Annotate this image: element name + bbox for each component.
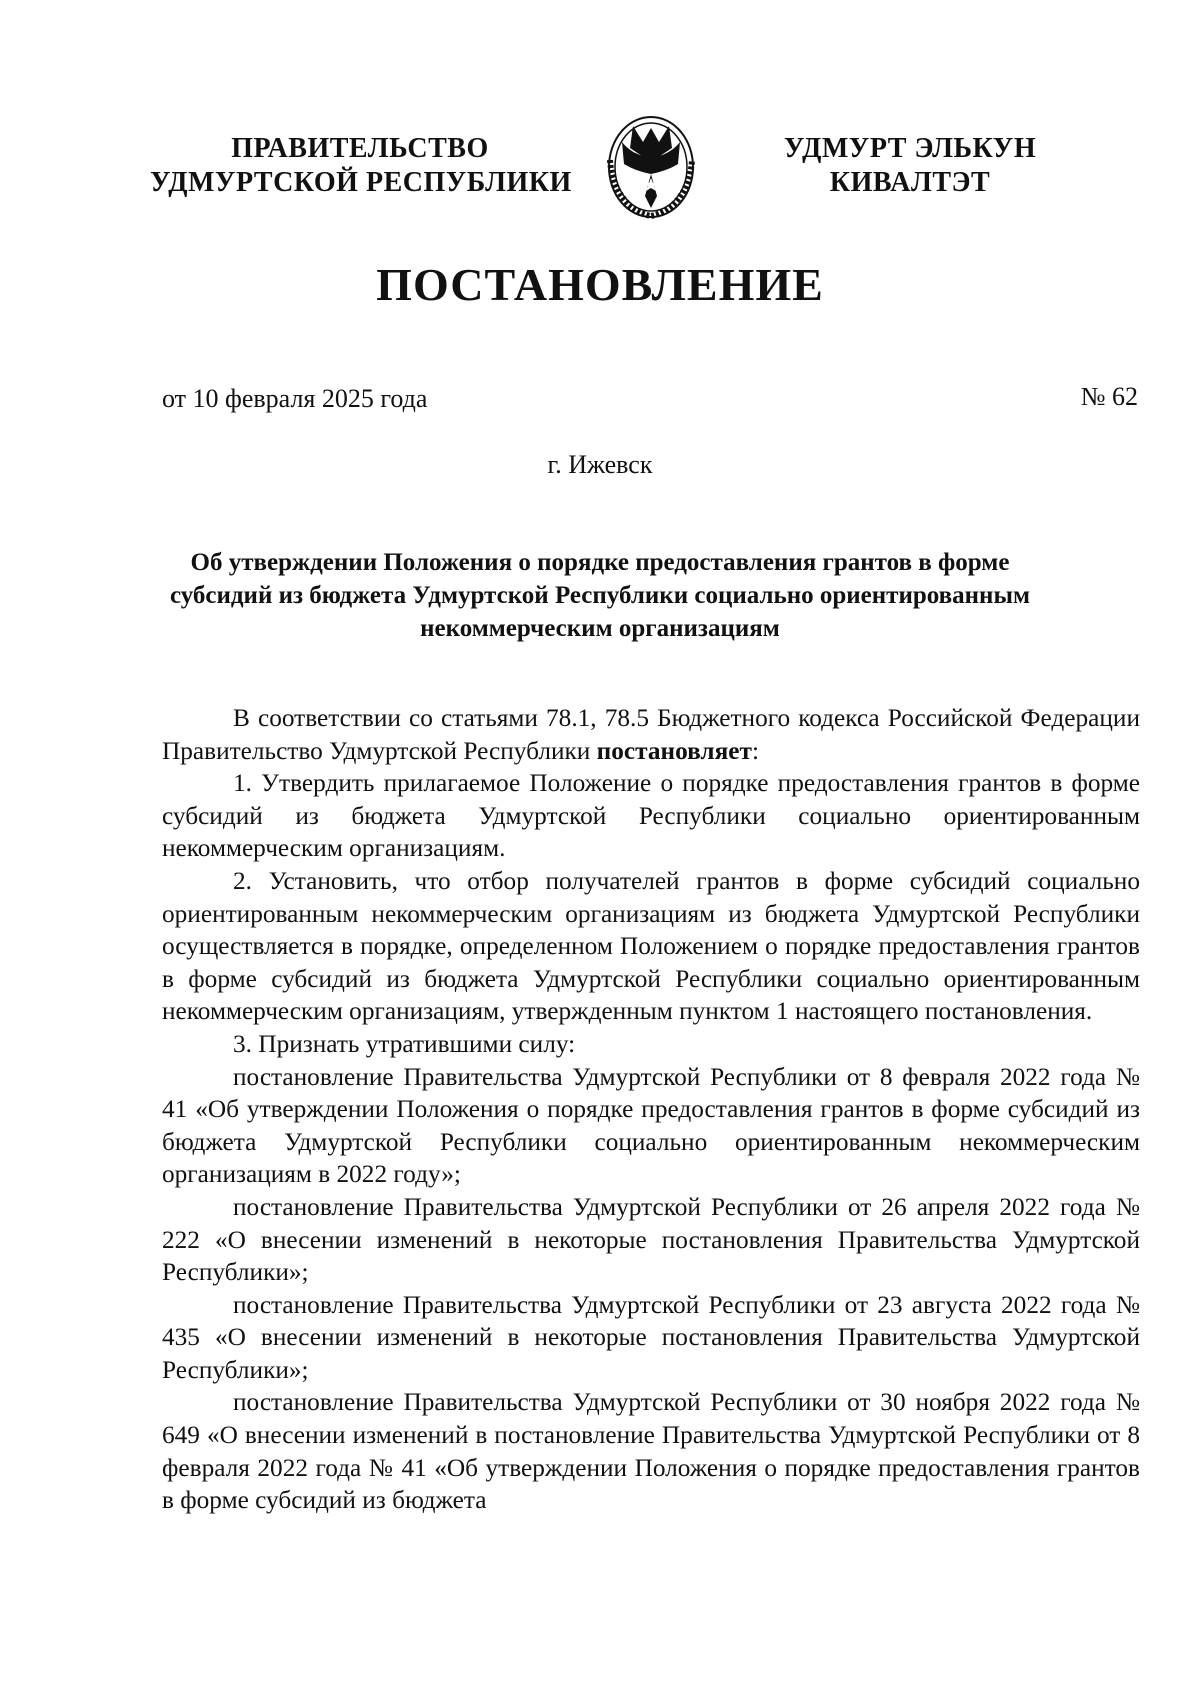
repeal-item-2: постановление Правительства Удмуртской Республики от 26 апреля 2022 года № 222 «О внесении изменений в некоторые постановления Правительства Удмуртской Республики»; — [162, 1192, 1140, 1287]
issuer-udmurt-line-2: КИВАЛТЭТ — [829, 167, 991, 198]
udmurt-coat-of-arms-icon — [600, 112, 702, 222]
preamble-text: В соответствии со статьями 78.1, 78.5 Бюджетного кодекса Российской Федерации Правительство Удмуртской Республики — [162, 704, 1140, 765]
document-body — [162, 702, 1140, 1517]
issuer-udmurt-line-1: УДМУРТ ЭЛЬКУН — [783, 133, 1037, 164]
repeal-item-3: постановление Правительства Удмуртской Республики от 23 августа 2022 года № 435 «О внесении изменений в некоторые постановления Правительства Удмуртской Республики»; — [162, 1290, 1140, 1384]
preamble-verb: постановляет — [596, 736, 752, 765]
item-3: 3. Признать утратившими силу: — [233, 1029, 576, 1058]
item-1: 1. Утвердить прилагаемое Положение о порядке предоставления грантов в форме субсидий из бюджета Удмуртской Республики социально ориентированным некоммерческим организациям. — [162, 769, 1140, 863]
issuer-name-udmurt — [760, 132, 1060, 200]
document-date: от 10 февраля 2025 года — [162, 384, 428, 413]
document-subject: Об утверждении Положения о порядке предоставления грантов в форме субсидий из бюджета Удмуртской Республики социально ориентированным некоммерческим организациям — [169, 549, 1031, 642]
document-number: № 62 — [1080, 382, 1138, 411]
repeal-item-1: постановление Правительства Удмуртской Республики от 8 февраля 2022 года № 41 «Об утверждении Положения о порядке предоставления грантов в форме субсидий из бюджета Удмуртской Республики социально ориентированным некоммерческим организациям в 2022 году»; — [162, 1062, 1140, 1189]
issuer-line-2: УДМУРТСКОЙ РЕСПУБЛИКИ — [150, 167, 572, 198]
preamble-colon: : — [751, 736, 759, 765]
issuer-name-russian — [150, 132, 570, 200]
issue-city: г. Ижевск — [547, 450, 653, 479]
document-type-title: ПОСТАНОВЛЕНИЕ — [376, 259, 824, 310]
item-2: 2. Установить, что отбор получателей грантов в форме субсидий социально ориентированным некоммерческим организациям из бюджета Удмуртской Республики осуществляется в порядке, определенном Положением о порядке предоставления грантов в форме субсидий из бюджета Удмуртской Республики социально ориентированным некоммерческим организациям, утвержденным пунктом 1 настоящего постановления. — [162, 866, 1140, 1026]
repeal-item-4: постановление Правительства Удмуртской Республики от 30 ноября 2022 года № 649 «О внесении изменений в постановление Правительства Удмуртской Республики от 8 февраля 2022 года № 41 «Об утверждении Положения о порядке предоставления грантов в форме субсидий из бюджета — [162, 1388, 1140, 1515]
preamble-paragraph — [162, 702, 1140, 767]
issuer-line-1: ПРАВИТЕЛЬСТВО — [231, 133, 489, 164]
